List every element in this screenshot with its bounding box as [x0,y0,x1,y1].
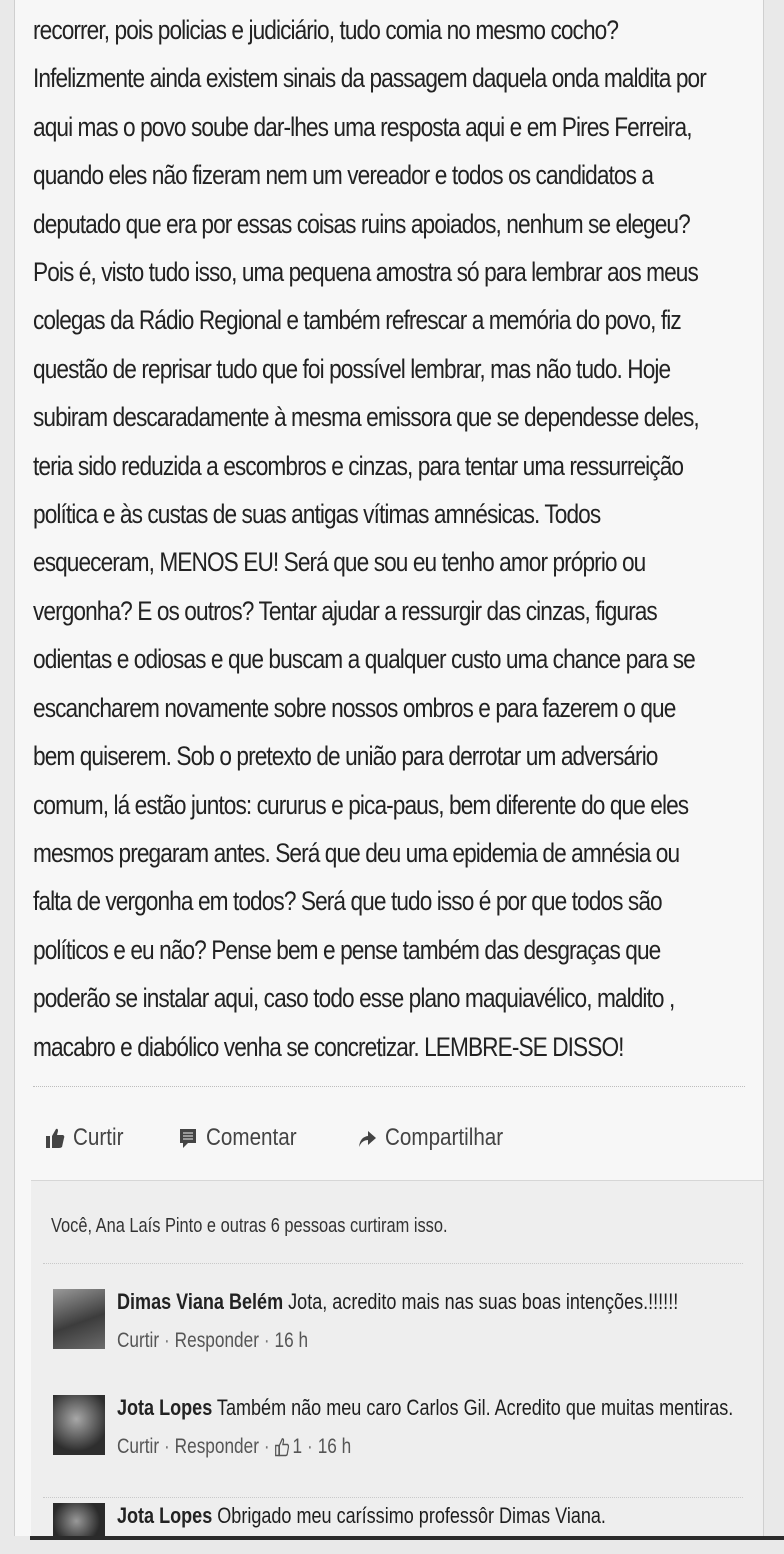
avatar[interactable] [53,1503,105,1536]
share-button[interactable] [357,1124,522,1152]
post-line: odientas e odiosas e que buscam a qualquer custo uma chance para se [33,644,695,675]
avatar[interactable] [53,1395,105,1455]
divider [33,1086,745,1087]
comment-text-line [117,1395,733,1421]
comment-meta [117,1435,351,1459]
post-body [33,6,745,1071]
thumbs-up-outline-icon [275,1437,290,1457]
comment-reply-link[interactable]: Responder [174,1329,259,1352]
comment-label: Comentar [205,1124,297,1151]
like-label: Curtir [73,1124,124,1151]
post-line: teria sido reduzida a escombros e cinzas, para tentar uma ressurreição [33,450,684,481]
post-line: bem quiserem. Sob o pretexto de união para derrotar um adversário [33,741,658,772]
comment-button[interactable] [178,1124,311,1152]
post-line: políticos e eu não? Pense bem e pense também das desgraças que [33,934,661,965]
post-line: quando eles não fizeram nem um vereador e todos os candidatos a [33,160,654,191]
comment-author[interactable]: Jota Lopes [117,1503,213,1528]
likes-summary[interactable]: Você, Ana Laís Pinto e outras 6 pessoas curtiram isso. [51,1215,448,1237]
separator-dot: · [263,1329,270,1352]
post-actions [45,1118,568,1158]
comment-reply-link[interactable]: Responder [174,1435,259,1458]
separator-dot: · [164,1329,170,1352]
post-line: falta de vergonha em todos? Será que tudo isso é por que todos são [33,886,662,917]
post-line: escancharem novamente sobre nossos ombros e para fazerem o que [33,692,676,723]
comment-icon [178,1127,198,1149]
comment-author[interactable]: Jota Lopes [117,1395,213,1420]
comment-text: Também não meu caro Carlos Gil. Acredito que muitas mentiras. [216,1395,734,1420]
post-line: colegas da Rádio Regional e também refrescar a memória do povo, fiz [33,305,681,336]
post-line: poderão se instalar aqui, caso todo esse plano maquiavélico, maldito , [33,983,675,1014]
comment-like-link[interactable]: Curtir [117,1435,160,1458]
share-icon [357,1127,377,1149]
comment-text-line [117,1289,678,1315]
post-line: questão de reprisar tudo que foi possível lembrar, mas não tudo. Hoje [33,353,671,384]
bottom-border [30,1536,784,1540]
thumbs-up-icon [45,1127,65,1149]
comment-meta [117,1329,308,1353]
like-button[interactable] [45,1124,132,1152]
post-line: subiram descaradamente à mesma emissora que se dependesse deles, [33,402,699,433]
separator-dot: · [164,1435,170,1458]
post-line: Infelizmente ainda existem sinais da passagem daquela onda maldita por [33,63,706,94]
post-line: comum, lá estão juntos: cururus e pica-paus, bem diferente do que eles [33,789,689,820]
comment-text: Jota, acredito mais nas suas boas intenções.!!!!!! [288,1289,679,1314]
post-line: deputado que era por essas coisas ruins apoiados, nenhum se elegeu? [33,208,690,239]
comment-time: 16 h [274,1329,309,1352]
comment-author[interactable]: Dimas Viana Belém [117,1289,284,1314]
comment-like-count[interactable]: 1 [292,1435,303,1458]
post-line: esqueceram, MENOS EU! Será que sou eu tenho amor próprio ou [33,547,646,578]
post-line: Pois é, visto tudo isso, uma pequena amostra só para lembrar aos meus [33,257,698,288]
post-line: política e às custas de suas antigas vítimas amnésicas. Todos [33,499,601,530]
post-line: mesmos pregaram antes. Será que deu uma epidemia de amnésia ou [33,837,680,868]
comment-like-link[interactable]: Curtir [117,1329,160,1352]
post-line: vergonha? E os outros? Tentar ajudar a ressurgir das cinzas, figuras [33,595,657,626]
separator-dot: · [263,1435,270,1458]
separator-dot: · [307,1435,313,1458]
post-line: aqui mas o povo soube dar-lhes uma resposta aqui e em Pires Ferreira, [33,111,692,142]
social-section [31,1180,763,1536]
share-label: Compartilhar [385,1124,504,1151]
comment-time: 16 h [317,1435,352,1458]
comment-text-line [117,1503,606,1529]
comment-text: Obrigado meu caríssimo professôr Dimas Viana. [217,1503,606,1528]
divider [43,1497,743,1498]
divider [43,1263,743,1264]
post-line: recorrer, pois policias e judiciário, tudo comia no mesmo cocho? [33,15,619,45]
avatar[interactable] [53,1289,105,1349]
post-card [14,0,764,1536]
post-line: macabro e diabólico venha se concretizar. LEMBRE-SE DISSO! [33,1031,624,1062]
